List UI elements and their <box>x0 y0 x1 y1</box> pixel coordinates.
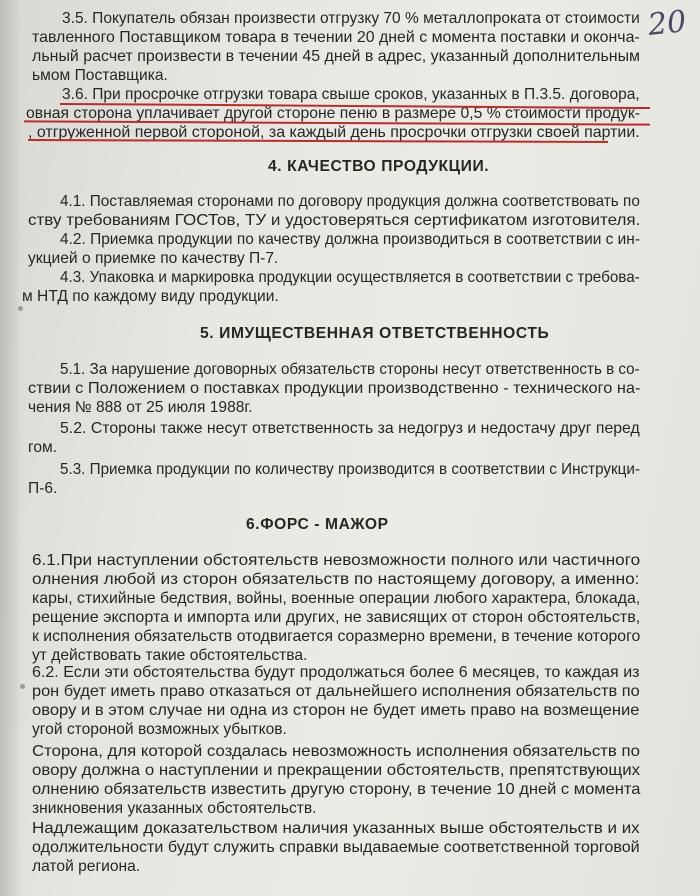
evidence-paragraph-text: одолжительности будут служить справки выдаваемые соответственной торговой <box>32 839 640 856</box>
clause-3-6-text: , отгруженной первой стороной, за каждый день просрочки отгрузки своей партии. <box>28 124 640 141</box>
clause-4-3-text: м НТД по каждому виду продукции. <box>22 288 279 305</box>
notice-paragraph-text: овору должна о наступлении и прекращении обстоятельств, препятствующих <box>32 762 641 779</box>
clause-3-5-text: тавленного Поставщиком товара в течении 20 дней с момента поставки и оконча- <box>32 29 640 46</box>
clause-6-2-text: овору и в этом случае ни одна из сторон не будет иметь право на возмещение <box>32 702 640 719</box>
clause-3-5-text: 3.5. Покупатель обязан произвести отгрузку 70 % металлопроката от стоимости <box>62 10 640 27</box>
clause-6-1-text: к исполнения обязательств отодвигается соразмерно времени, в течение которого <box>32 628 641 645</box>
punch-hole <box>20 684 25 689</box>
clause-4-3-text: 4.3. Упаковка и маркировка продукции осуществляется в соответствии с требова- <box>60 269 640 286</box>
evidence-paragraph-text: Надлежащим доказательством наличия указанных выше обстоятельств и их <box>32 820 640 837</box>
handwritten-page-number: 20 <box>646 4 688 43</box>
clause-3-5-text: льный расчет произвести в течении 45 дней в адрес, указанный дополнительным <box>32 48 641 65</box>
clause-4-2-text: 4.2. Приемка продукции по качеству должна производиться в соответствии с ин- <box>60 231 640 248</box>
clause-4-2-text: укцией о приемке по качеству П-7. <box>28 250 279 267</box>
notice-paragraph-text: Сторона, для которой создалась невозможность исполнения обязательств по <box>32 743 640 760</box>
clause-3-6-text: 3.6. При просрочке отгрузки товара свыше сроков, указанных в П.3.5. договора, <box>62 86 640 103</box>
clause-6-1-text: 6.1.При наступлении обстоятельств невозможности полного или частичного <box>32 552 641 569</box>
section-5-heading: 5. ИМУЩЕСТВЕННАЯ ОТВЕТСТВЕННОСТЬ <box>200 325 550 342</box>
clause-5-1-text: 5.1. За нарушение договорных обязательств стороны несут ответственность в со- <box>60 361 640 378</box>
clause-4-1-text: 4.1. Поставляемая сторонами по договору продукция должна соответствовать по <box>60 193 640 210</box>
clause-5-3-text: 5.3. Приемка продукции по количеству производится в соответствии с Инструкци- <box>60 461 640 478</box>
clause-6-1-text: ут действовать такие обстоятельства. <box>32 647 308 664</box>
clause-4-1-text: ству требованиям ГОСТов, ТУ и удостоверяться сертификатом изготовителя. <box>28 212 641 229</box>
notice-paragraph-text: олнению обязательств известить другую сторону, в течение 10 дней с момента <box>32 781 641 798</box>
clause-6-1-text: рещение экспорта и импорта или других, не зависящих от сторон обстоятельств, <box>32 609 641 626</box>
clause-3-6-text: овная сторона уплачивает другой стороне пеню в размере 0,5 % стоимости продук- <box>26 105 641 122</box>
section-4-heading: 4. КАЧЕСТВО ПРОДУКЦИИ. <box>268 158 490 175</box>
clause-6-1-text: олнения любой из сторон обязательств по настоящему договору, а именно: <box>32 571 640 588</box>
page-edge-shadow <box>0 0 22 896</box>
clause-5-2-text: гом. <box>28 439 58 456</box>
section-6-heading: 6.ФОРС - МАЖОР <box>246 516 389 533</box>
clause-5-1-text: чения № 888 от 25 июля 1988г. <box>28 399 253 416</box>
clause-5-2-text: 5.2. Стороны также несут ответственность за недогруз и недостачу друг перед <box>60 420 640 437</box>
clause-3-5-text: ьмом Поставщика. <box>32 67 168 84</box>
punch-hole <box>18 306 23 311</box>
notice-paragraph-text: зникновения указанных обстоятельств. <box>32 800 317 817</box>
clause-6-2-text: угой стороной возможных убытков. <box>32 721 287 738</box>
clause-5-1-text: ствии с Положением о поставках продукции производственно - технического на- <box>28 380 641 397</box>
clause-5-3-text: П-6. <box>28 480 58 497</box>
evidence-paragraph-text: латой региона. <box>32 858 141 875</box>
clause-6-2-text: 6.2. Если эти обстоятельства будут продолжаться более 6 месяцев, то каждая из <box>32 664 640 681</box>
clause-6-1-text: кары, стихийные бедствия, войны, военные операции любого характера, блокада, <box>32 590 641 607</box>
clause-6-2-text: рон будет иметь право отказаться от дальнейшего исполнения обязательств по <box>32 683 640 700</box>
